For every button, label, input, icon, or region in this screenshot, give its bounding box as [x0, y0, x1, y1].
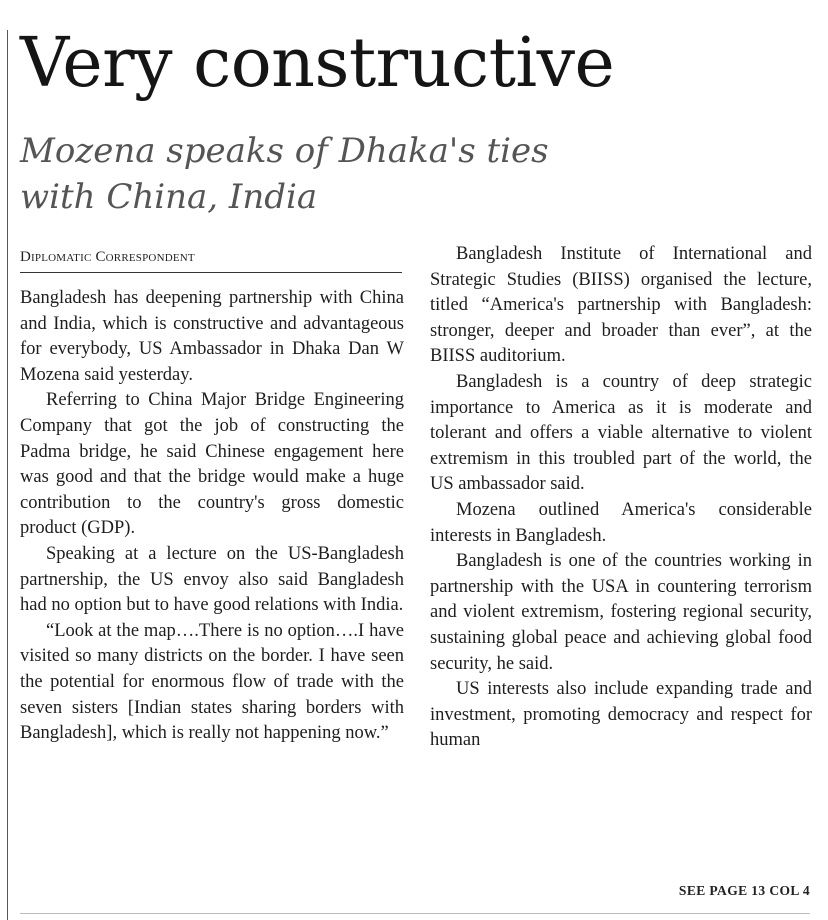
paragraph-8: Bangladesh is one of the countries working in partnership with the USA in countering terrorism and violent extremism, fostering regional security, sustaining global peace and achieving global food security, he said. — [430, 551, 812, 674]
left-column-rule — [7, 30, 8, 920]
paragraph-2: Referring to China Major Bridge Engineering Company that got the job of constructing the Padma bridge, he said Chinese engagement here was good and that the bridge would make a huge contribution to the country's gross domestic product (GDP). — [20, 390, 404, 539]
paragraph-4: “Look at the map….There is no option….I have visited so many districts on the border. I have seen the potential for enormous flow of trade with the seven sisters [Indian states sharing borders with Bangladesh], which is really not happening now.” — [20, 620, 404, 744]
article-column-2 — [430, 242, 812, 754]
article-column-1 — [20, 286, 404, 747]
headline: Very constructive — [20, 24, 615, 103]
paragraph-1: Bangladesh has deepening partnership with China and India, which is constructive and advantageous for everybody, US Ambassador in Dhaka Dan W Mozena said yesterday. — [20, 288, 404, 385]
paragraph-9: US interests also include expanding trade and investment, promoting democracy and respect for human — [430, 679, 812, 751]
paragraph-3: Speaking at a lecture on the US-Bangladesh partnership, the US envoy also said Bangladesh had no option but to have good relations with India. — [20, 543, 404, 616]
paragraph-6: Bangladesh is a country of deep strategic importance to America as it is moderate and tolerant and offers a viable alternative to violent extremism in this troubled part of the world, the US ambassador said. — [430, 371, 812, 495]
paragraph-5: Bangladesh Institute of International and Strategic Studies (BIISS) organised the lecture, titled “America's partnership with Bangladesh: stronger, deeper and broader than ever”, at the BIISS auditorium. — [430, 244, 812, 367]
byline-rule — [20, 272, 402, 273]
continuation-jump: SEE PAGE 13 COL 4 — [678, 883, 810, 898]
subheadline: Mozena speaks of Dhaka's ties with China, India — [20, 131, 549, 217]
bottom-rule — [20, 913, 810, 914]
paragraph-7: Mozena outlined America's considerable interests in Bangladesh. — [430, 499, 812, 546]
byline: Diplomatic Correspondent — [20, 249, 195, 265]
